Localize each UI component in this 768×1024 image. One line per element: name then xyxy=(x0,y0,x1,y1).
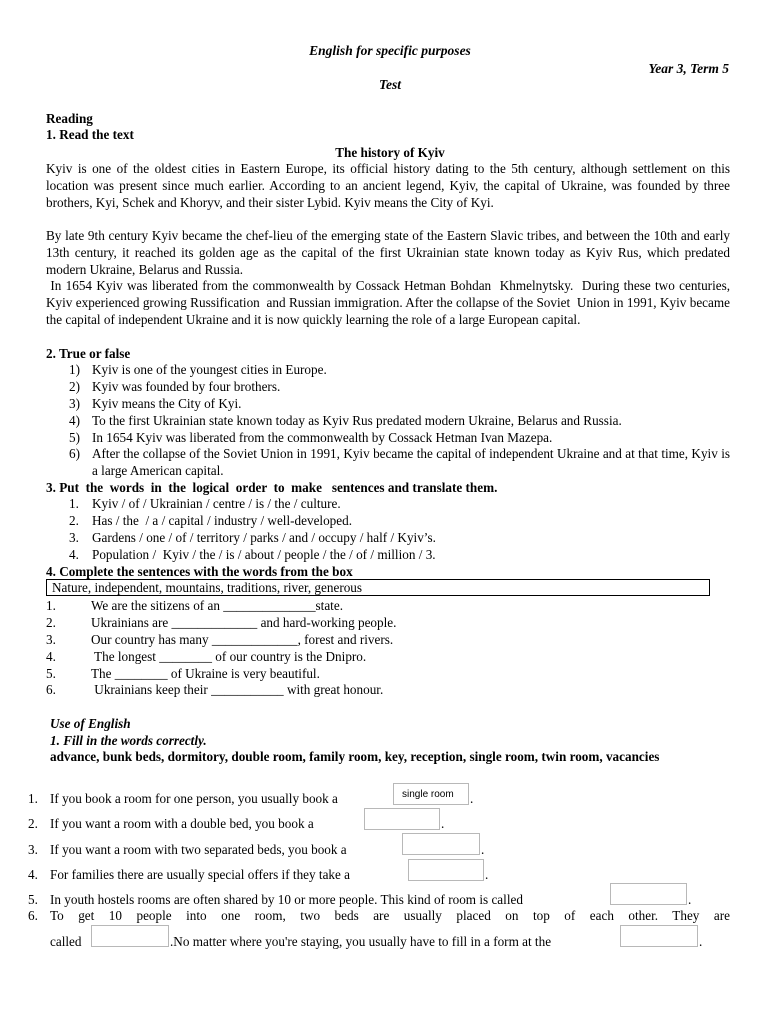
answer-input-3[interactable] xyxy=(402,833,480,855)
period: . xyxy=(485,867,489,882)
fill-item: 2. If you want a room with a double bed, you book a xyxy=(28,816,314,831)
list-item: 3. Our country has many _____________, forest and rivers. xyxy=(46,632,394,647)
period: . xyxy=(481,842,485,857)
answer-input-5[interactable] xyxy=(610,883,687,905)
word-list: advance, bunk beds, dormitory, double room, family room, key, reception, single room, twin room, vacancies xyxy=(50,749,660,764)
fill-item-continued: .No matter where you're staying, you usually have to fill in a form at the xyxy=(170,934,552,949)
list-item: 3) Kyiv means the City of Kyi. xyxy=(69,396,242,411)
fill-item: 4. For families there are usually special offers if they take a xyxy=(28,867,351,882)
list-item: 1. Kyiv / of / Ukrainian / centre / is / the / culture. xyxy=(69,496,341,511)
task2-heading: 2. True or false xyxy=(46,346,131,361)
list-item: 5. The ________ of Ukraine is very beautiful. xyxy=(46,666,320,681)
answer-input-7[interactable] xyxy=(620,925,698,947)
list-item: 5) In 1654 Kyiv was liberated from the commonwealth by Cossack Hetman Ivan Mazepa. xyxy=(69,430,553,445)
list-item: 4) To the first Ukrainian state known today as Kyiv Rus predated modern Ukraine, Belarus and Russia. xyxy=(69,413,622,428)
list-item: 1) Kyiv is one of the youngest cities in Europe. xyxy=(69,362,327,377)
list-item: 1. We are the sitizens of an ______________state. xyxy=(46,598,343,613)
paragraph-3: In 1654 Kyiv was liberated from the commonwealth by Cossack Hetman Bohdan Khmelnytsky. During these two centuries, Kyiv experienced growing Russification and Russian immigration. After the collapse of the Soviet Union in 1991, Kyiv became the capital of independent Ukraine and it is now quickly learning the role of a large European capital. xyxy=(46,278,734,327)
list-item: 6) After the collapse of the Soviet Union in 1991, Kyiv became the capital of independent Ukraine and at that time, Kyiv is a large American capital. xyxy=(69,446,730,478)
paragraph-1: Kyiv is one of the oldest cities in Eastern Europe, its official history dating to the 5th century, although settlement on this location was present since much earlier. According to an ancient legend, Kyiv, the capital of Ukraine, was founded by three brothers, Kyi, Schek and Khoryv, and their sister Lybid. Kyiv means the City of Kyi. xyxy=(46,161,730,210)
list-item: 4. Population / Kyiv / the / is / about / people / the / of / million / 3. xyxy=(69,547,436,562)
task3-heading: 3. Put the words in the logical order to make sentences and translate them. xyxy=(46,480,498,495)
answer-input-4[interactable] xyxy=(408,859,484,881)
task1-heading: 1. Read the text xyxy=(46,127,134,142)
text-title: The history of Kyiv xyxy=(335,145,445,160)
test-label: Test xyxy=(378,77,401,92)
period: . xyxy=(470,791,474,806)
fill-heading: 1. Fill in the words correctly. xyxy=(50,733,207,748)
period: . xyxy=(688,892,692,907)
list-item: 4. The longest ________ of our country is the Dnipro. xyxy=(46,649,367,664)
fill-item: 5. In youth hostels rooms are often shared by 10 or more people. This kind of room is called xyxy=(28,892,523,907)
list-item: 2. Has / the / a / capital / industry / well-developed. xyxy=(69,513,353,528)
list-item: 2. Ukrainians are _____________ and hard-working people. xyxy=(46,615,397,630)
year-term: Year 3, Term 5 xyxy=(648,61,729,76)
fill-item: 3. If you want a room with two separated beds, you book a xyxy=(28,842,347,857)
paragraph-2: By late 9th century Kyiv became the chef-lieu of the emerging state of the Eastern Slavic tribes, and between the 10th and early 13th century, it reached its golden age as the capital of the first Ukrainian state known today as Kyiv Rus, which predated modern Ukraine, Belarus and Russia. xyxy=(46,228,730,277)
fill-item-continued: called xyxy=(50,934,82,949)
period: . xyxy=(699,934,703,949)
reading-heading: Reading xyxy=(46,111,93,126)
word-box: Nature, independent, mountains, traditions, river, generous xyxy=(46,579,710,596)
list-item: 3. Gardens / one / of / territory / parks / and / occupy / half / Kyiv’s. xyxy=(69,530,436,545)
task4-heading: 4. Complete the sentences with the words from the box xyxy=(46,564,353,579)
fill-item: 1. If you book a room for one person, you usually book a xyxy=(28,791,338,806)
answer-input-2[interactable] xyxy=(364,808,440,830)
course-title: English for specific purposes xyxy=(309,43,471,58)
answer-input-6[interactable] xyxy=(91,925,169,947)
list-item: 6. Ukrainians keep their ___________ with great honour. xyxy=(46,682,384,697)
list-item: 2) Kyiv was founded by four brothers. xyxy=(69,379,281,394)
fill-item: 6. To get 10 people into one room, two beds are usually placed on top of each other. They are xyxy=(28,908,730,923)
period: . xyxy=(441,816,445,831)
answer-input-1[interactable]: single room xyxy=(393,783,469,805)
use-of-english-heading: Use of English xyxy=(50,716,131,731)
